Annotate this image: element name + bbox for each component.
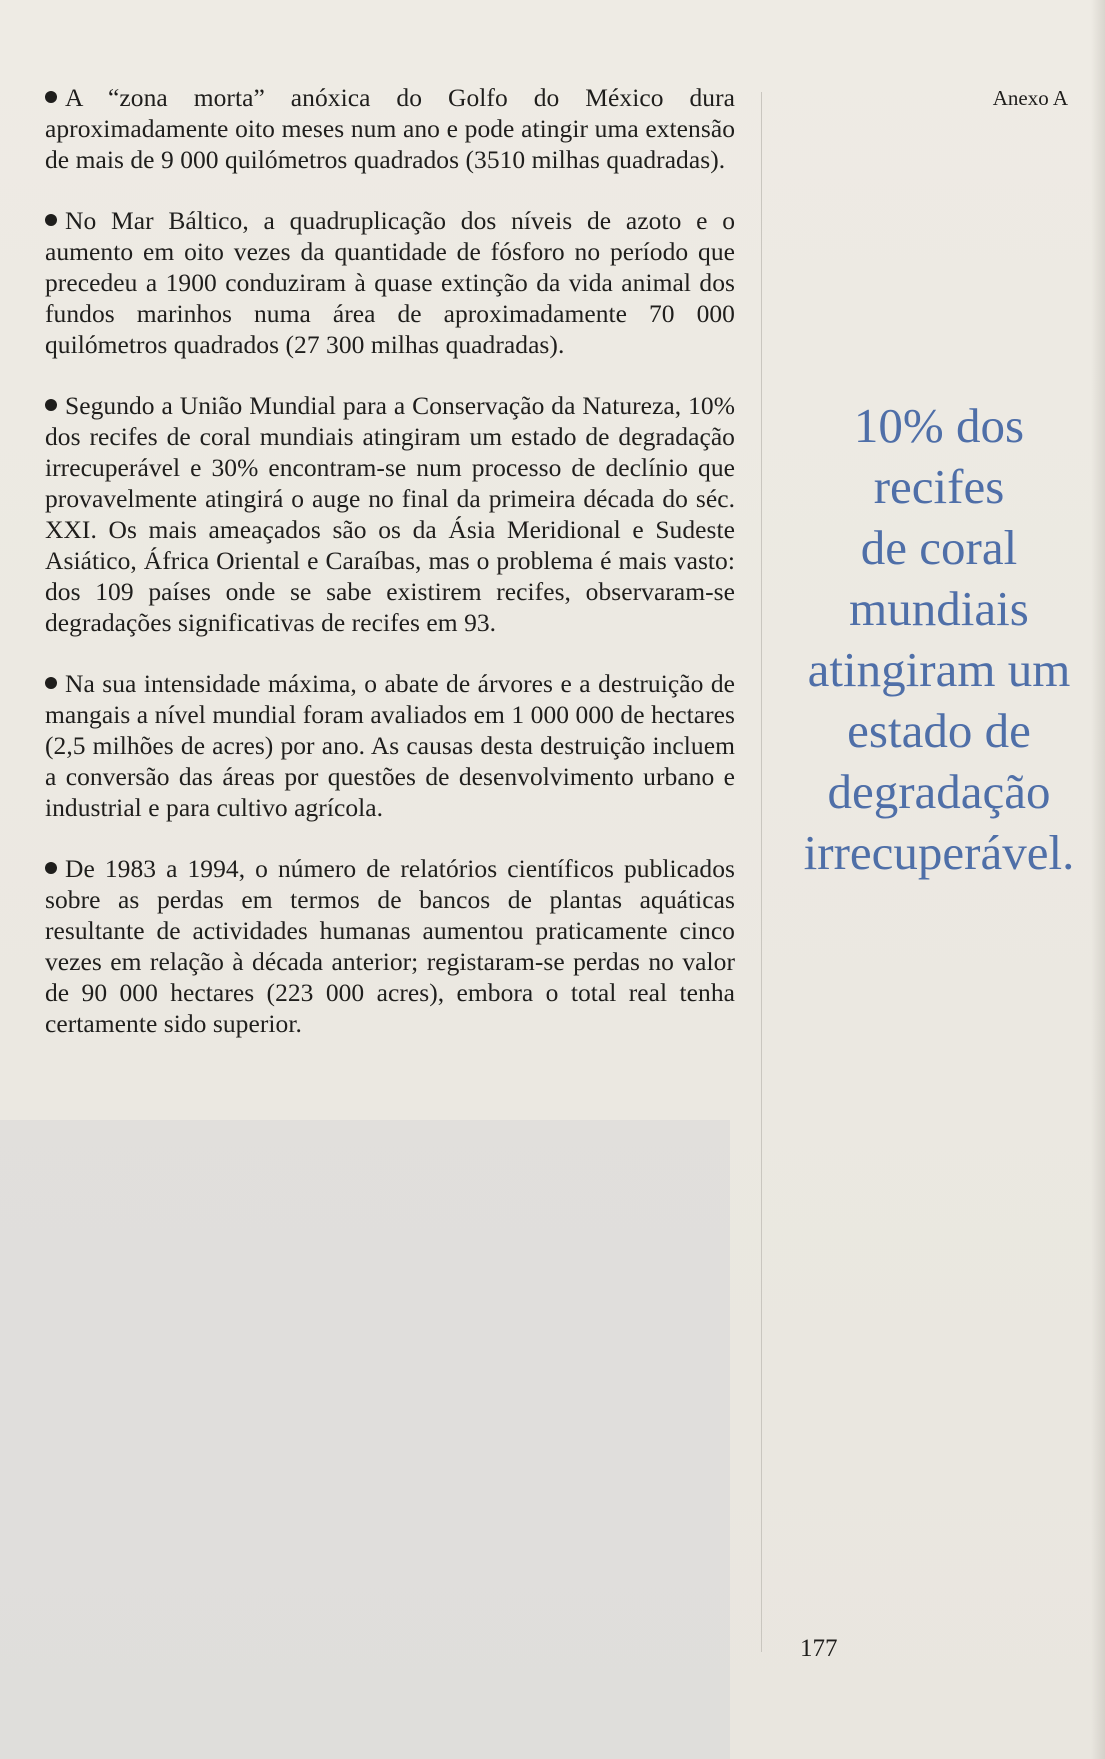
- bullet-paragraph: [45, 205, 735, 360]
- paragraph-text: A “zona morta” anóxica do Golfo do México dura aproximadamente oito meses num ano e pode atingir uma extensão de mais de 9 000 quilómetros quadrados (3510 milhas quadradas).: [45, 83, 735, 174]
- body-column: [45, 82, 735, 1069]
- pull-quote-line: atingiram um: [807, 642, 1071, 697]
- bullet-paragraph: [45, 668, 735, 823]
- pull-quote-line: recifes: [873, 459, 1005, 514]
- bleed-through-area: [0, 1120, 730, 1759]
- pull-quote-line: irrecuperável.: [803, 825, 1075, 880]
- page-number: 177: [800, 1635, 838, 1662]
- pull-quote-line: de coral: [860, 520, 1018, 575]
- pull-quote: [770, 395, 1105, 883]
- bullet-paragraph: [45, 390, 735, 638]
- running-header: Anexo A: [992, 86, 1068, 110]
- pull-quote-line: mundiais: [849, 581, 1029, 636]
- bullet-icon: [45, 399, 57, 411]
- bullet-icon: [45, 677, 57, 689]
- paragraph-text: Na sua intensidade máxima, o abate de árvores e a destruição de mangais a nível mundial foram avaliados em 1 000 000 de hectares (2,5 milhões de acres) por ano. As causas desta destruição incluem a conversão das áreas por questões de desenvolvimento urbano e industrial e para cultivo agrícola.: [45, 669, 735, 822]
- pull-quote-line: degradação: [827, 764, 1051, 819]
- pull-quote-line: 10% dos: [853, 398, 1025, 453]
- bullet-paragraph: [45, 82, 735, 175]
- paragraph-text: De 1983 a 1994, o número de relatórios científicos publicados sobre as perdas em termos de bancos de plantas aquáticas resultante de actividades humanas aumentou praticamente cinco vezes em relação à década anterior; registaram-se perdas no valor de 90 000 hectares (223 000 acres), embora o total real tenha certamente sido superior.: [45, 854, 735, 1038]
- pull-quote-line: estado de: [847, 703, 1031, 758]
- paragraph-text: No Mar Báltico, a quadruplicação dos níveis de azoto e o aumento em oito vezes da quantidade de fósforo no período que precedeu a 1900 conduziram à quase extinção da vida animal dos fundos marinhos numa área de aproximadamente 70 000 quilómetros quadrados (27 300 milhas quadradas).: [45, 206, 735, 359]
- column-divider: [761, 92, 762, 1652]
- bullet-icon: [45, 214, 57, 226]
- bullet-icon: [45, 91, 57, 103]
- paragraph-text: Segundo a União Mundial para a Conservação da Natureza, 10% dos recifes de coral mundiais atingiram um estado de degradação irrecuperável e 30% encontram-se num processo de declínio que provavelmente atingirá o auge no final da primeira década do séc. XXI. Os mais ameaçados são os da Ásia Meridional e Sudeste Asiático, África Oriental e Caraíbas, mas o problema é mais vasto: dos 109 países onde se sabe existirem recifes, observaram-se degradações significativas de recifes em 93.: [45, 391, 735, 637]
- bullet-icon: [45, 862, 57, 874]
- bullet-paragraph: [45, 853, 735, 1039]
